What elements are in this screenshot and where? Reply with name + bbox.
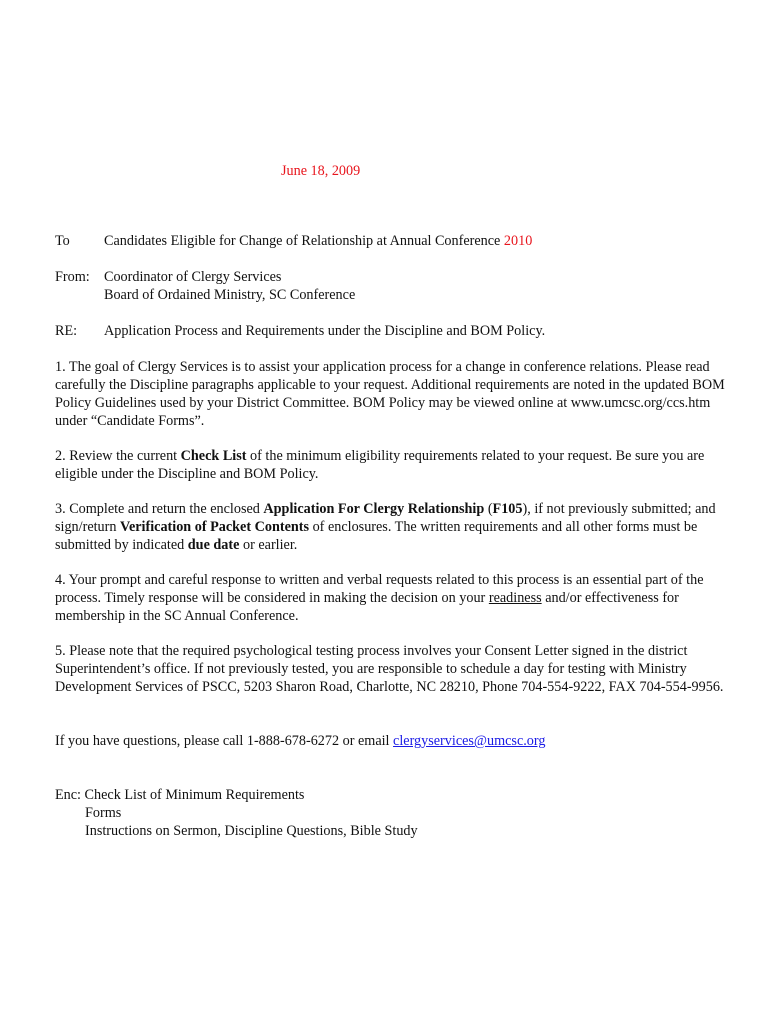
p3-form-number: F105 xyxy=(492,501,523,517)
p3-text-g: of enclosures. The written requirements and all other forms must be submitted by indicated xyxy=(55,519,698,553)
paragraph-5: 5. Please note that the required psychological testing process involves your Consent Letter signed in the district Superintendent’s office. If not previously tested, you are responsible to schedule a day for testing with Ministry Development Services of PSCC, 5203 Sharon Road, Charlotte, NC 28210, Phone 704-554-9222, FAX 704-554-9956. xyxy=(55,643,724,695)
p3-due-date: due date xyxy=(187,537,240,553)
paragraph-4 xyxy=(55,571,725,625)
from-line-1: Coordinator of Clergy Services xyxy=(104,269,282,285)
p3-verification: Verification of Packet Contents xyxy=(120,519,310,535)
from-line-2: Board of Ordained Ministry, SC Conference xyxy=(104,287,356,303)
p4-text-c: and/or effectiveness for membership in the SC Annual Conference. xyxy=(55,590,679,624)
enclosure-item-instructions: Instructions on Sermon, Discipline Questions, Bible Study xyxy=(85,823,418,839)
p2-text-c: of the minimum eligibility requirements related to your request. Be sure you are eligible under the Discipline and BOM Policy. xyxy=(55,448,705,482)
p4-text-a: 4. Your prompt and careful response to written and verbal requests related to this process is an essential part of the process. Timely response will be considered in making the decision on your xyxy=(55,572,704,606)
to-text: Candidates Eligible for Change of Relationship at Annual Conference xyxy=(104,233,504,249)
p3-text-e: ), if not previously submitted; and sign/return xyxy=(55,501,716,535)
questions-text: If you have questions, please call 1-888-678-6272 or email xyxy=(55,733,394,749)
email-link[interactable]: clergyservices@umcsc.org xyxy=(393,733,546,749)
p3-text-c: ( xyxy=(484,501,493,517)
from-label: From: xyxy=(55,269,90,285)
to-label: To xyxy=(55,233,70,249)
enclosure-item-forms: Forms xyxy=(85,805,122,821)
to-value xyxy=(104,232,532,250)
letter-date: June 18, 2009 xyxy=(281,163,361,179)
enclosure-first: Enc: Check List of Minimum Requirements xyxy=(55,787,305,803)
p2-text-a: 2. Review the current xyxy=(55,448,181,464)
to-year: 2010 xyxy=(503,233,533,249)
p3-text-a: 3. Complete and return the enclosed xyxy=(55,501,264,517)
p2-check-list: Check List xyxy=(180,448,247,464)
p3-application: Application For Clergy Relationship xyxy=(263,501,485,517)
paragraph-2 xyxy=(55,447,725,483)
paragraph-3 xyxy=(55,500,725,554)
p3-text-i: or earlier. xyxy=(239,537,298,553)
paragraph-1: 1. The goal of Clergy Services is to assist your application process for a change in conference relations. Please read carefully the Discipline paragraphs applicable to your request. Additional requirements are noted in the updated BOM Policy Guidelines used by your District Committee. BOM Policy may be viewed online at www.umcsc.org/ccs.htm under “Candidate Forms”. xyxy=(55,359,725,429)
re-label: RE: xyxy=(55,323,78,339)
questions-line xyxy=(55,732,725,750)
p4-readiness: readiness xyxy=(488,590,542,606)
re-value: Application Process and Requirements under the Discipline and BOM Policy. xyxy=(104,323,546,339)
